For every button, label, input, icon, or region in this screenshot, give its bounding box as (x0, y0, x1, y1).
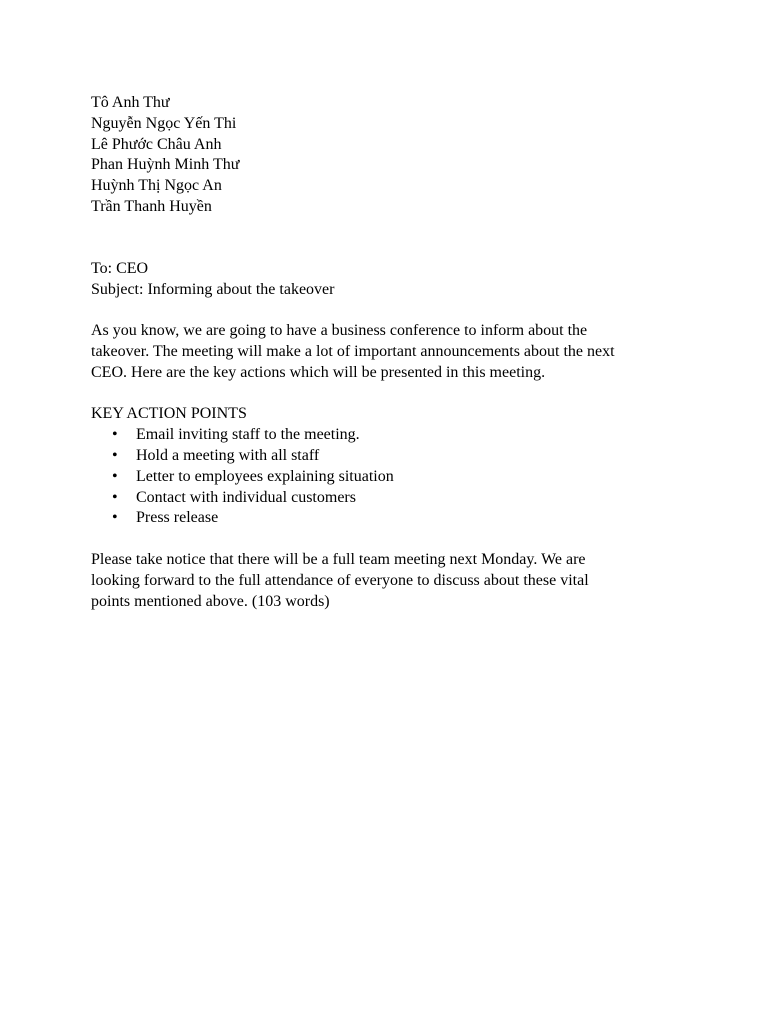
document-page (91, 93, 681, 612)
list-item (91, 446, 681, 467)
author-name: Lê Phước Châu Anh (91, 135, 222, 153)
closing-line: points mentioned above. (103 words) (91, 592, 330, 610)
closing-paragraph (91, 550, 681, 612)
author-name: Tô Anh Thư (91, 94, 170, 111)
intro-line: CEO. Here are the key actions which will be presented in this meeting. (91, 363, 546, 381)
memo-header (91, 259, 681, 301)
author-name: Huỳnh Thị Ngọc An (91, 177, 222, 195)
memo-to: To: CEO (91, 259, 149, 277)
closing-line: Please take notice that there will be a full team meeting next Monday. We are (91, 550, 586, 568)
spacer (91, 300, 681, 321)
bullet-icon: • (112, 488, 118, 506)
key-actions-list (91, 425, 681, 529)
list-item (91, 508, 681, 529)
spacer (91, 384, 681, 405)
closing-line: looking forward to the full attendance of everyone to discuss about these vital (91, 571, 589, 589)
list-item (91, 425, 681, 446)
key-actions-heading: KEY ACTION POINTS (91, 405, 247, 423)
bullet-icon: • (112, 446, 118, 464)
memo-subject: Subject: Informing about the takeover (91, 280, 335, 298)
intro-line: As you know, we are going to have a business conference to inform about the (91, 322, 588, 340)
intro-line: takeover. The meeting will make a lot of important announcements about the next (91, 342, 615, 360)
list-item (91, 488, 681, 509)
bullet-icon: • (112, 509, 118, 527)
bullet-icon: • (112, 426, 118, 444)
list-item-text: Letter to employees explaining situation (136, 467, 394, 485)
spacer (91, 529, 681, 550)
intro-paragraph (91, 321, 681, 383)
list-item-text: Contact with individual customers (136, 488, 356, 506)
list-item-text: Hold a meeting with all staff (136, 446, 320, 464)
author-name: Trần Thanh Huyền (91, 197, 212, 215)
bullet-icon: • (112, 467, 118, 485)
list-item-text: Press release (136, 509, 219, 527)
author-name: Phan Huỳnh Minh Thư (91, 156, 240, 174)
author-list (91, 93, 681, 218)
author-name: Nguyễn Ngọc Yến Thi (91, 114, 237, 132)
list-item-text: Email inviting staff to the meeting. (136, 426, 360, 444)
key-actions-section (91, 404, 681, 529)
spacer (91, 218, 681, 259)
list-item (91, 467, 681, 488)
